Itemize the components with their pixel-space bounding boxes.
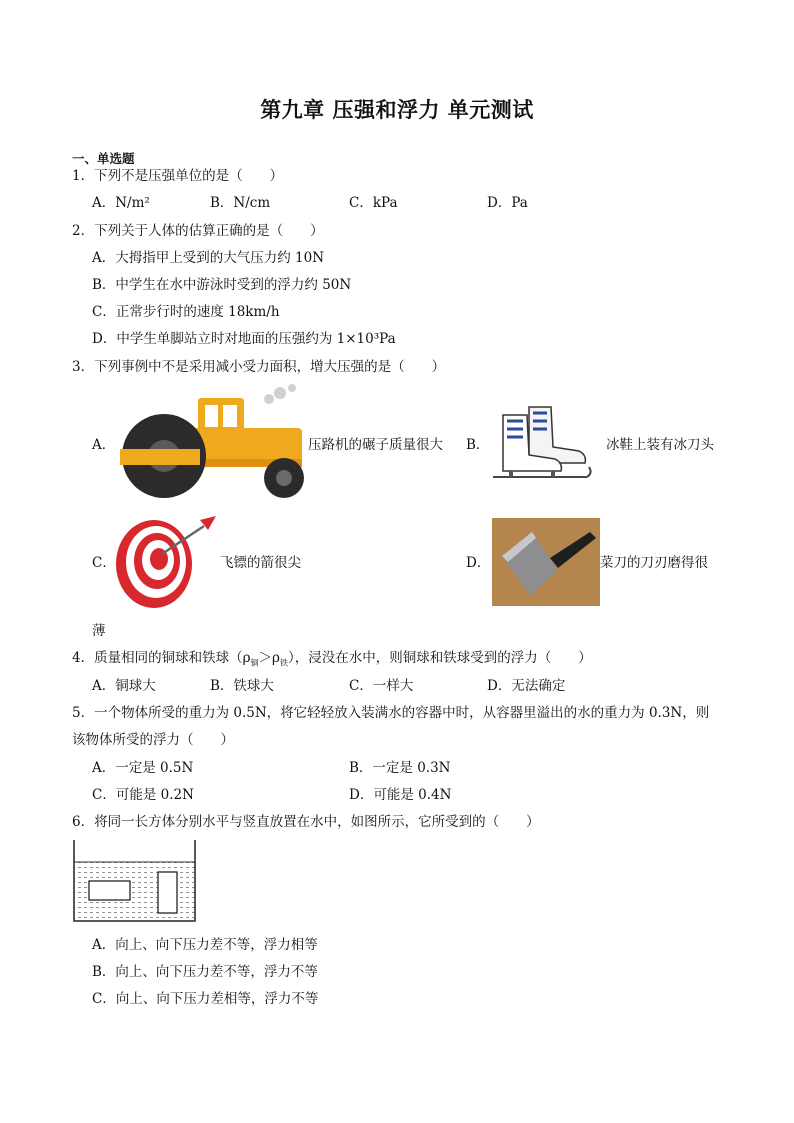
q1-option-c: C．kPa	[349, 195, 398, 211]
q3-option-a-letter: A．	[92, 437, 116, 453]
q3-option-d-text: 菜刀的刀刃磨得很	[600, 555, 708, 571]
q2-stem: 2．下列关于人体的估算正确的是（ ）	[72, 223, 324, 239]
q2-option-c: C．正常步行时的速度 18km/h	[92, 304, 280, 320]
cleaver-image	[492, 518, 600, 606]
q6-option-b: B．向上、向下压力差不等，浮力不等	[92, 964, 318, 980]
q3-option-a-text: 压路机的碾子质量很大	[308, 437, 443, 453]
q6-stem: 6．将同一长方体分别水平与竖直放置在水中，如图所示，它所受到的（ ）	[72, 814, 540, 830]
q3-option-d-letter: D．	[466, 555, 491, 571]
page-title: 第九章 压强和浮力 单元测试	[260, 98, 534, 122]
q6-option-a: A．向上、向下压力差不等，浮力相等	[92, 937, 318, 953]
q5-option-d: D．可能是 0.4N	[349, 787, 452, 803]
q5-option-c: C．可能是 0.2N	[92, 787, 194, 803]
road-roller-image	[112, 383, 310, 501]
q2-option-a: A．大拇指甲上受到的大气压力约 10N	[92, 250, 325, 266]
q3-option-b-letter: B．	[466, 437, 490, 453]
q5-stem-line1: 5．一个物体所受的重力为 0.5N，将它轻轻放入装满水的容器中时，从容器里溢出的水的重力为 0.3N，则	[72, 705, 710, 721]
q3-stem: 3．下列事例中不是采用减小受力面积，增大压强的是（ ）	[72, 359, 446, 375]
ice-skates-image	[489, 403, 595, 481]
q4-option-d: D．无法确定	[487, 678, 566, 694]
q4-stem: 4．质量相同的铜球和铁球$(\rho_铜>\rho_铁)$，浸没在水中，则铜球和铁球受到的浮力（ ）	[72, 650, 592, 668]
q4-option-c: C．一样大	[349, 678, 414, 694]
q6-option-c: C．向上、向下压力差相等，浮力不等	[92, 991, 319, 1007]
q3-option-d-wrap: 薄	[92, 623, 106, 639]
q2-option-b: B．中学生在水中游泳时受到的浮力约 50N	[92, 277, 352, 293]
q1-stem: 1．下列不是压强单位的是（ ）	[72, 168, 284, 184]
q4-option-b: B．铁球大	[210, 678, 274, 694]
q5-option-b: B．一定是 0.3N	[349, 760, 451, 776]
q1-option-a: A．N/m²	[92, 195, 150, 211]
q2-option-d: D．中学生单脚站立时对地面的压强约为 1×10³Pa	[92, 331, 396, 347]
q1-option-d: D．Pa	[487, 195, 528, 211]
q5-stem-line2: 该物体所受的浮力（ ）	[72, 732, 234, 748]
q4-option-a: A．铜球大	[92, 678, 156, 694]
q3-option-c-text: 飞镖的箭很尖	[220, 555, 301, 571]
q3-option-c-letter: C．	[92, 555, 116, 571]
dart-target-image	[112, 510, 222, 610]
q1-option-b: B．N/cm	[210, 195, 271, 211]
section-heading: 一、单选题	[72, 151, 135, 166]
water-container-figure	[72, 840, 198, 924]
q5-option-a: A．一定是 0.5N	[92, 760, 194, 776]
q3-option-b-text: 冰鞋上装有冰刀头	[606, 437, 714, 453]
